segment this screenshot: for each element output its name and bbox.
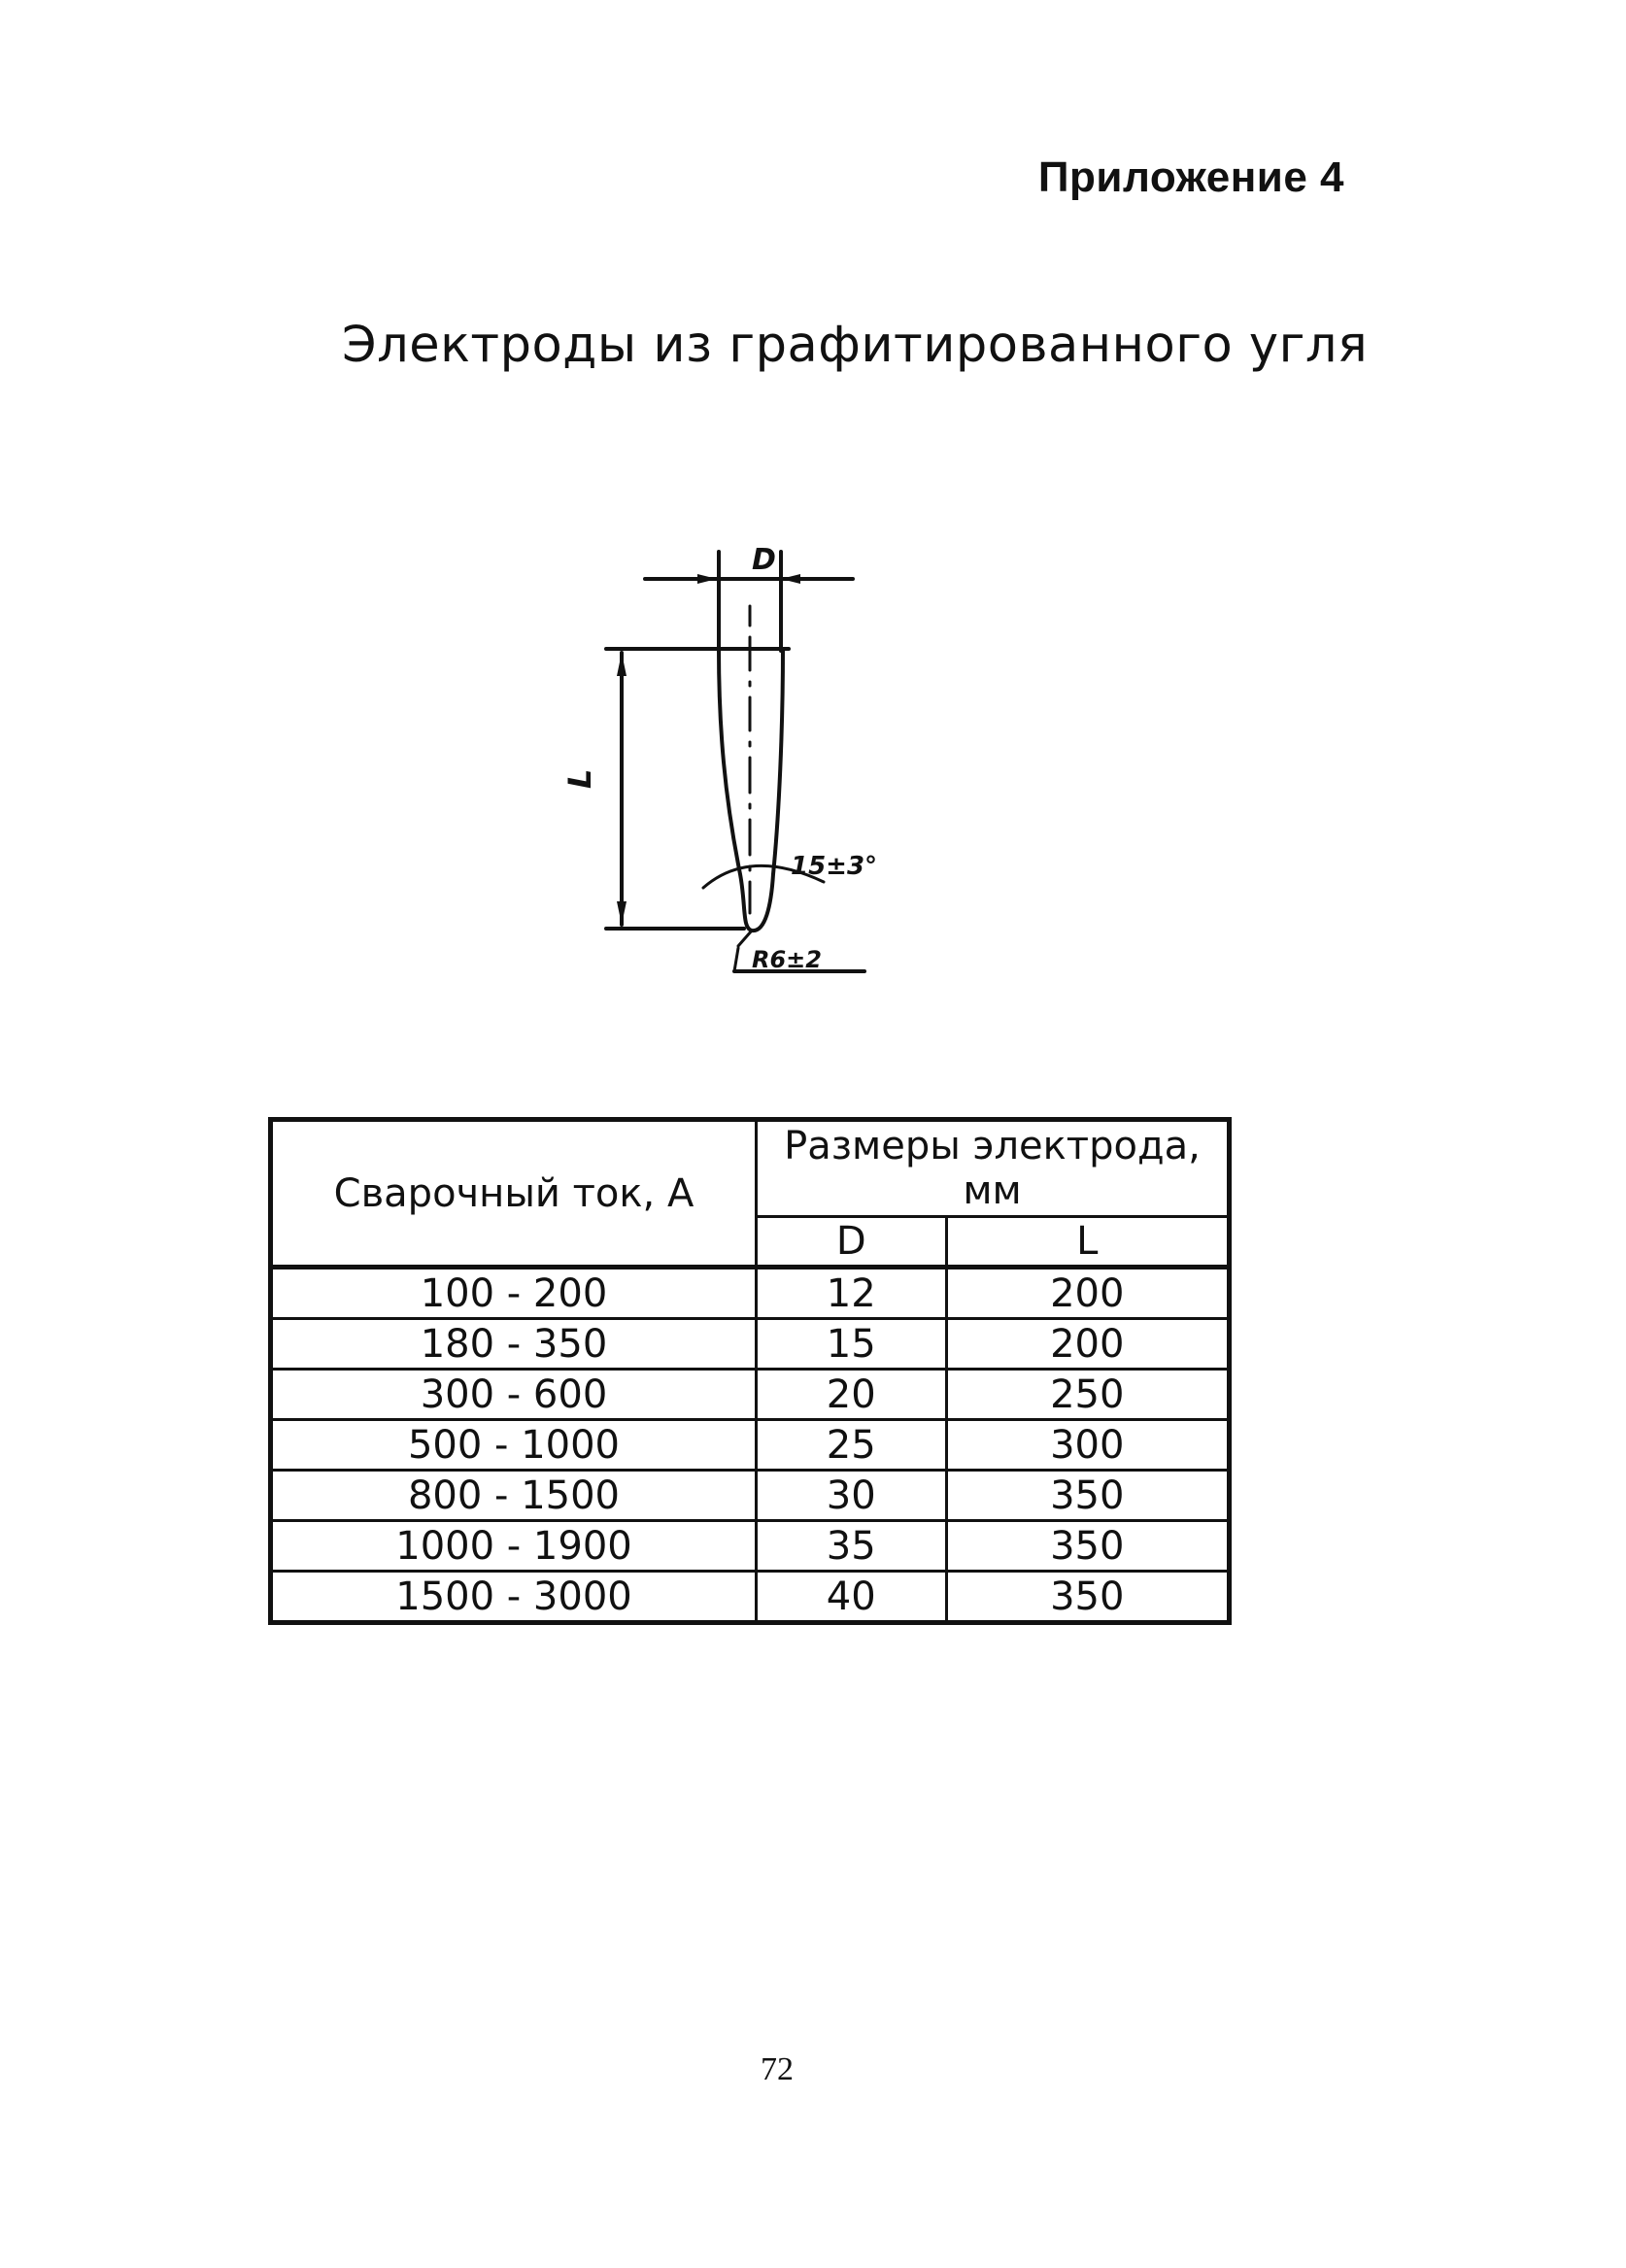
- table-row: [271, 1420, 1230, 1471]
- current-cell: 1000 - 1900: [271, 1521, 757, 1572]
- current-cell: 500 - 1000: [271, 1420, 757, 1471]
- document-title: Электроды из графитированного угля: [342, 317, 1369, 374]
- column-header-l: L: [946, 1217, 1229, 1268]
- table-row: [271, 1370, 1230, 1420]
- length-cell: 300: [946, 1420, 1229, 1471]
- table-row: [271, 1268, 1230, 1319]
- table-row: [271, 1572, 1230, 1623]
- current-cell: 800 - 1500: [271, 1471, 757, 1521]
- length-cell: 350: [946, 1572, 1229, 1623]
- radius-label: R6±2: [752, 946, 822, 973]
- current-cell: 300 - 600: [271, 1370, 757, 1420]
- electrode-drawing: [544, 525, 913, 1030]
- diameter-cell: 15: [757, 1319, 947, 1370]
- length-cell: 350: [946, 1521, 1229, 1572]
- diameter-cell: 20: [757, 1370, 947, 1420]
- length-label: L: [561, 768, 598, 789]
- table-row: [271, 1471, 1230, 1521]
- length-cell: 350: [946, 1471, 1229, 1521]
- length-cell: 200: [946, 1268, 1229, 1319]
- diameter-cell: 35: [757, 1521, 947, 1572]
- current-cell: 100 - 200: [271, 1268, 757, 1319]
- current-cell: 1500 - 3000: [395, 1574, 632, 1619]
- diameter-cell: 40: [757, 1572, 947, 1623]
- diameter-cell: 30: [757, 1471, 947, 1521]
- table-row: [271, 1521, 1230, 1572]
- diameter-cell: 25: [757, 1420, 947, 1471]
- length-cell: 250: [946, 1370, 1229, 1420]
- diameter-label: D: [752, 543, 776, 577]
- length-cell: 200: [946, 1319, 1229, 1370]
- column-header-current: Сварочный ток, А: [271, 1120, 757, 1268]
- column-header-dimensions: Размеры электрода, мм: [757, 1120, 1230, 1217]
- column-header-d: D: [757, 1217, 947, 1268]
- diameter-cell: 12: [757, 1268, 947, 1319]
- page-number: 72: [761, 2051, 794, 2087]
- electrode-table: [268, 1117, 1232, 1625]
- angle-label: 15±3°: [791, 852, 878, 881]
- current-cell: 180 - 350: [271, 1319, 757, 1370]
- appendix-label: Приложение 4: [1037, 153, 1344, 201]
- table-row: [271, 1319, 1230, 1370]
